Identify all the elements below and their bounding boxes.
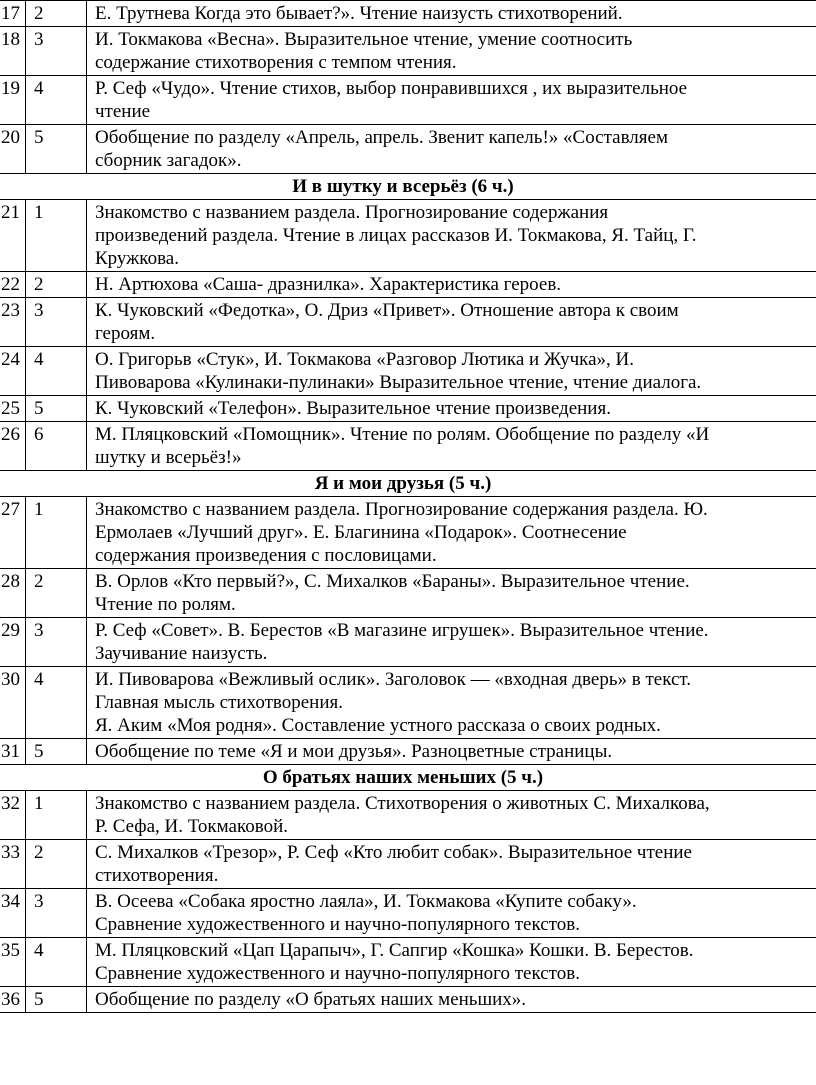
table-row — [0, 76, 816, 125]
lesson-topic — [87, 938, 816, 987]
table-row — [0, 298, 816, 347]
lesson-topic-line: Знакомство с названием раздела. Прогнозирование содержания — [95, 202, 609, 223]
lesson-section-number: 5 — [26, 987, 87, 1013]
lesson-topic-line: Знакомство с названием раздела. Прогнозирование содержания раздела. Ю. — [95, 499, 708, 520]
lesson-topic — [87, 987, 816, 1013]
lesson-number: 30 — [0, 667, 26, 739]
table-row — [0, 200, 816, 272]
table-row — [0, 27, 816, 76]
table-row — [0, 791, 816, 840]
lesson-topic-line: Заучивание наизусть. — [95, 643, 268, 664]
lesson-topic-line: Р. Сеф «Чудо». Чтение стихов, выбор понравившихся , их выразительное — [95, 78, 688, 99]
lesson-topic-line: Р. Сеф «Совет». В. Берестов «В магазине игрушек». Выразительное чтение. — [95, 620, 709, 641]
table-row — [0, 396, 816, 422]
lesson-topic-line: Я. Аким «Моя родня». Составление устного рассказа о своих родных. — [95, 715, 661, 736]
lesson-topic-line: Е. Трутнева Когда это бывает?». Чтение наизусть стихотворений. — [95, 3, 623, 24]
table-row — [0, 125, 816, 174]
lesson-topic-line: шутку и всерьёз!» — [95, 447, 242, 468]
table-row — [0, 497, 816, 569]
table-row — [0, 987, 816, 1013]
lesson-section-number: 2 — [26, 569, 87, 618]
lesson-number: 25 — [0, 396, 26, 422]
lesson-topic-line: Пивоварова «Кулинаки-пулинаки» Выразительное чтение, чтение диалога. — [95, 372, 702, 393]
lesson-topic-line: стихотворения. — [95, 865, 219, 886]
lesson-topic-line: Чтение по ролям. — [95, 594, 236, 615]
lesson-section-number: 5 — [26, 739, 87, 765]
lesson-number: 31 — [0, 739, 26, 765]
lesson-topic-line: Ермолаев «Лучший друг». Е. Благинина «Подарок». Соотнесение — [95, 522, 627, 543]
lesson-section-number: 3 — [26, 618, 87, 667]
lesson-topic — [87, 889, 816, 938]
table-row — [0, 667, 816, 739]
lesson-topic-line: Обобщение по разделу «О братьях наших меньших». — [95, 989, 527, 1010]
lesson-number: 26 — [0, 422, 26, 471]
lesson-topic — [87, 1, 816, 27]
lesson-number: 24 — [0, 347, 26, 396]
lesson-section-number: 1 — [26, 200, 87, 272]
lesson-topic-line: Р. Сефа, И. Токмаковой. — [95, 816, 288, 837]
table-row — [0, 739, 816, 765]
lesson-topic-line: К. Чуковский «Федотка», О. Дриз «Привет». Отношение автора к своим — [95, 300, 679, 321]
lesson-topic-line: О. Григорьв «Стук», И. Токмакова «Разговор Лютика и Жучка», И. — [95, 349, 634, 370]
lesson-number: 18 — [0, 27, 26, 76]
lesson-topic — [87, 739, 816, 765]
lesson-topic-line: Кружкова. — [95, 248, 179, 269]
lesson-section-number: 5 — [26, 125, 87, 174]
lesson-number: 19 — [0, 76, 26, 125]
table-row — [0, 1, 816, 27]
lesson-topic — [87, 27, 816, 76]
lesson-topic — [87, 618, 816, 667]
lesson-topic-line: Н. Артюхова «Саша- дразнилка». Характеристика героев. — [95, 274, 562, 295]
lesson-topic — [87, 840, 816, 889]
section-header-row — [0, 471, 816, 497]
lesson-topic-line: сборник загадок». — [95, 150, 242, 171]
lesson-topic-line: чтение — [95, 101, 151, 122]
lesson-section-number: 2 — [26, 840, 87, 889]
lesson-topic-line: И. Пивоварова «Вежливый ослик». Заголовок — «входная дверь» в текст. — [95, 669, 692, 690]
lesson-topic — [87, 396, 816, 422]
lesson-number: 35 — [0, 938, 26, 987]
lesson-section-number: 4 — [26, 347, 87, 396]
lesson-topic — [87, 791, 816, 840]
lesson-section-number: 6 — [26, 422, 87, 471]
lesson-section-number: 3 — [26, 298, 87, 347]
lesson-section-number: 3 — [26, 27, 87, 76]
lesson-topic-line: содержания произведения с пословицами. — [95, 545, 437, 566]
lesson-number: 21 — [0, 200, 26, 272]
lesson-topic-line: произведений раздела. Чтение в лицах рассказов И. Токмакова, Я. Тайц, Г. — [95, 225, 697, 246]
lesson-topic-line: К. Чуковский «Телефон». Выразительное чтение произведения. — [95, 398, 611, 419]
lesson-section-number: 5 — [26, 396, 87, 422]
lesson-number: 32 — [0, 791, 26, 840]
lesson-topic-line: С. Михалков «Трезор», Р. Сеф «Кто любит собак». Выразительное чтение — [95, 842, 692, 863]
lesson-topic-line: Сравнение художественного и научно-популярного текстов. — [95, 914, 580, 935]
lesson-topic-line: Сравнение художественного и научно-популярного текстов. — [95, 963, 580, 984]
lesson-section-number: 2 — [26, 272, 87, 298]
lesson-topic — [87, 569, 816, 618]
section-title: Я и мои друзья (5 ч.) — [0, 471, 816, 497]
table-row — [0, 347, 816, 396]
lesson-topic — [87, 125, 816, 174]
table-row — [0, 569, 816, 618]
lesson-section-number: 2 — [26, 1, 87, 27]
lesson-topic-line: М. Пляцковский «Помощник». Чтение по ролям. Обобщение по разделу «И — [95, 424, 710, 445]
table-row — [0, 840, 816, 889]
lesson-topic — [87, 272, 816, 298]
lesson-topic-line: И. Токмакова «Весна». Выразительное чтение, умение соотносить — [95, 29, 633, 50]
table-row — [0, 272, 816, 298]
lesson-number: 36 — [0, 987, 26, 1013]
lesson-topic — [87, 298, 816, 347]
lesson-topic-line: героям. — [95, 323, 156, 344]
lesson-number: 27 — [0, 497, 26, 569]
lesson-topic-line: Обобщение по теме «Я и мои друзья». Разноцветные страницы. — [95, 741, 613, 762]
lesson-number: 34 — [0, 889, 26, 938]
lesson-section-number: 4 — [26, 938, 87, 987]
lesson-number: 33 — [0, 840, 26, 889]
lesson-topic-line: содержание стихотворения с темпом чтения. — [95, 52, 457, 73]
table-row — [0, 889, 816, 938]
lesson-topic — [87, 347, 816, 396]
lesson-number: 28 — [0, 569, 26, 618]
section-title: О братьях наших меньших (5 ч.) — [0, 765, 816, 791]
lesson-topic-line: В. Осеева «Собака яростно лаяла», И. Токмакова «Купите собаку». — [95, 891, 637, 912]
lesson-number: 22 — [0, 272, 26, 298]
table-row — [0, 938, 816, 987]
lesson-topic-line: Знакомство с названием раздела. Стихотворения о животных С. Михалкова, — [95, 793, 710, 814]
lesson-number: 20 — [0, 125, 26, 174]
lesson-topic-line: Главная мысль стихотворения. — [95, 692, 343, 713]
section-header-row — [0, 174, 816, 200]
lesson-topic-line: Обобщение по разделу «Апрель, апрель. Звенит капель!» «Составляем — [95, 127, 668, 148]
lesson-number: 17 — [0, 1, 26, 27]
lesson-number: 23 — [0, 298, 26, 347]
lesson-section-number: 1 — [26, 791, 87, 840]
lesson-topic — [87, 667, 816, 739]
lesson-topic — [87, 497, 816, 569]
lesson-topic — [87, 422, 816, 471]
lesson-section-number: 3 — [26, 889, 87, 938]
lesson-topic — [87, 200, 816, 272]
table-row — [0, 618, 816, 667]
section-title: И в шутку и всерьёз (6 ч.) — [0, 174, 816, 200]
section-header-row — [0, 765, 816, 791]
lesson-section-number: 4 — [26, 667, 87, 739]
lesson-topic-line: В. Орлов «Кто первый?», С. Михалков «Бараны». Выразительное чтение. — [95, 571, 690, 592]
lesson-topic-line: М. Пляцковский «Цап Царапыч», Г. Сапгир «Кошка» Кошки. В. Берестов. — [95, 940, 694, 961]
lesson-number: 29 — [0, 618, 26, 667]
lesson-section-number: 4 — [26, 76, 87, 125]
lesson-topic — [87, 76, 816, 125]
lesson-section-number: 1 — [26, 497, 87, 569]
table-row — [0, 422, 816, 471]
lesson-plan-table-body — [0, 1, 816, 1013]
